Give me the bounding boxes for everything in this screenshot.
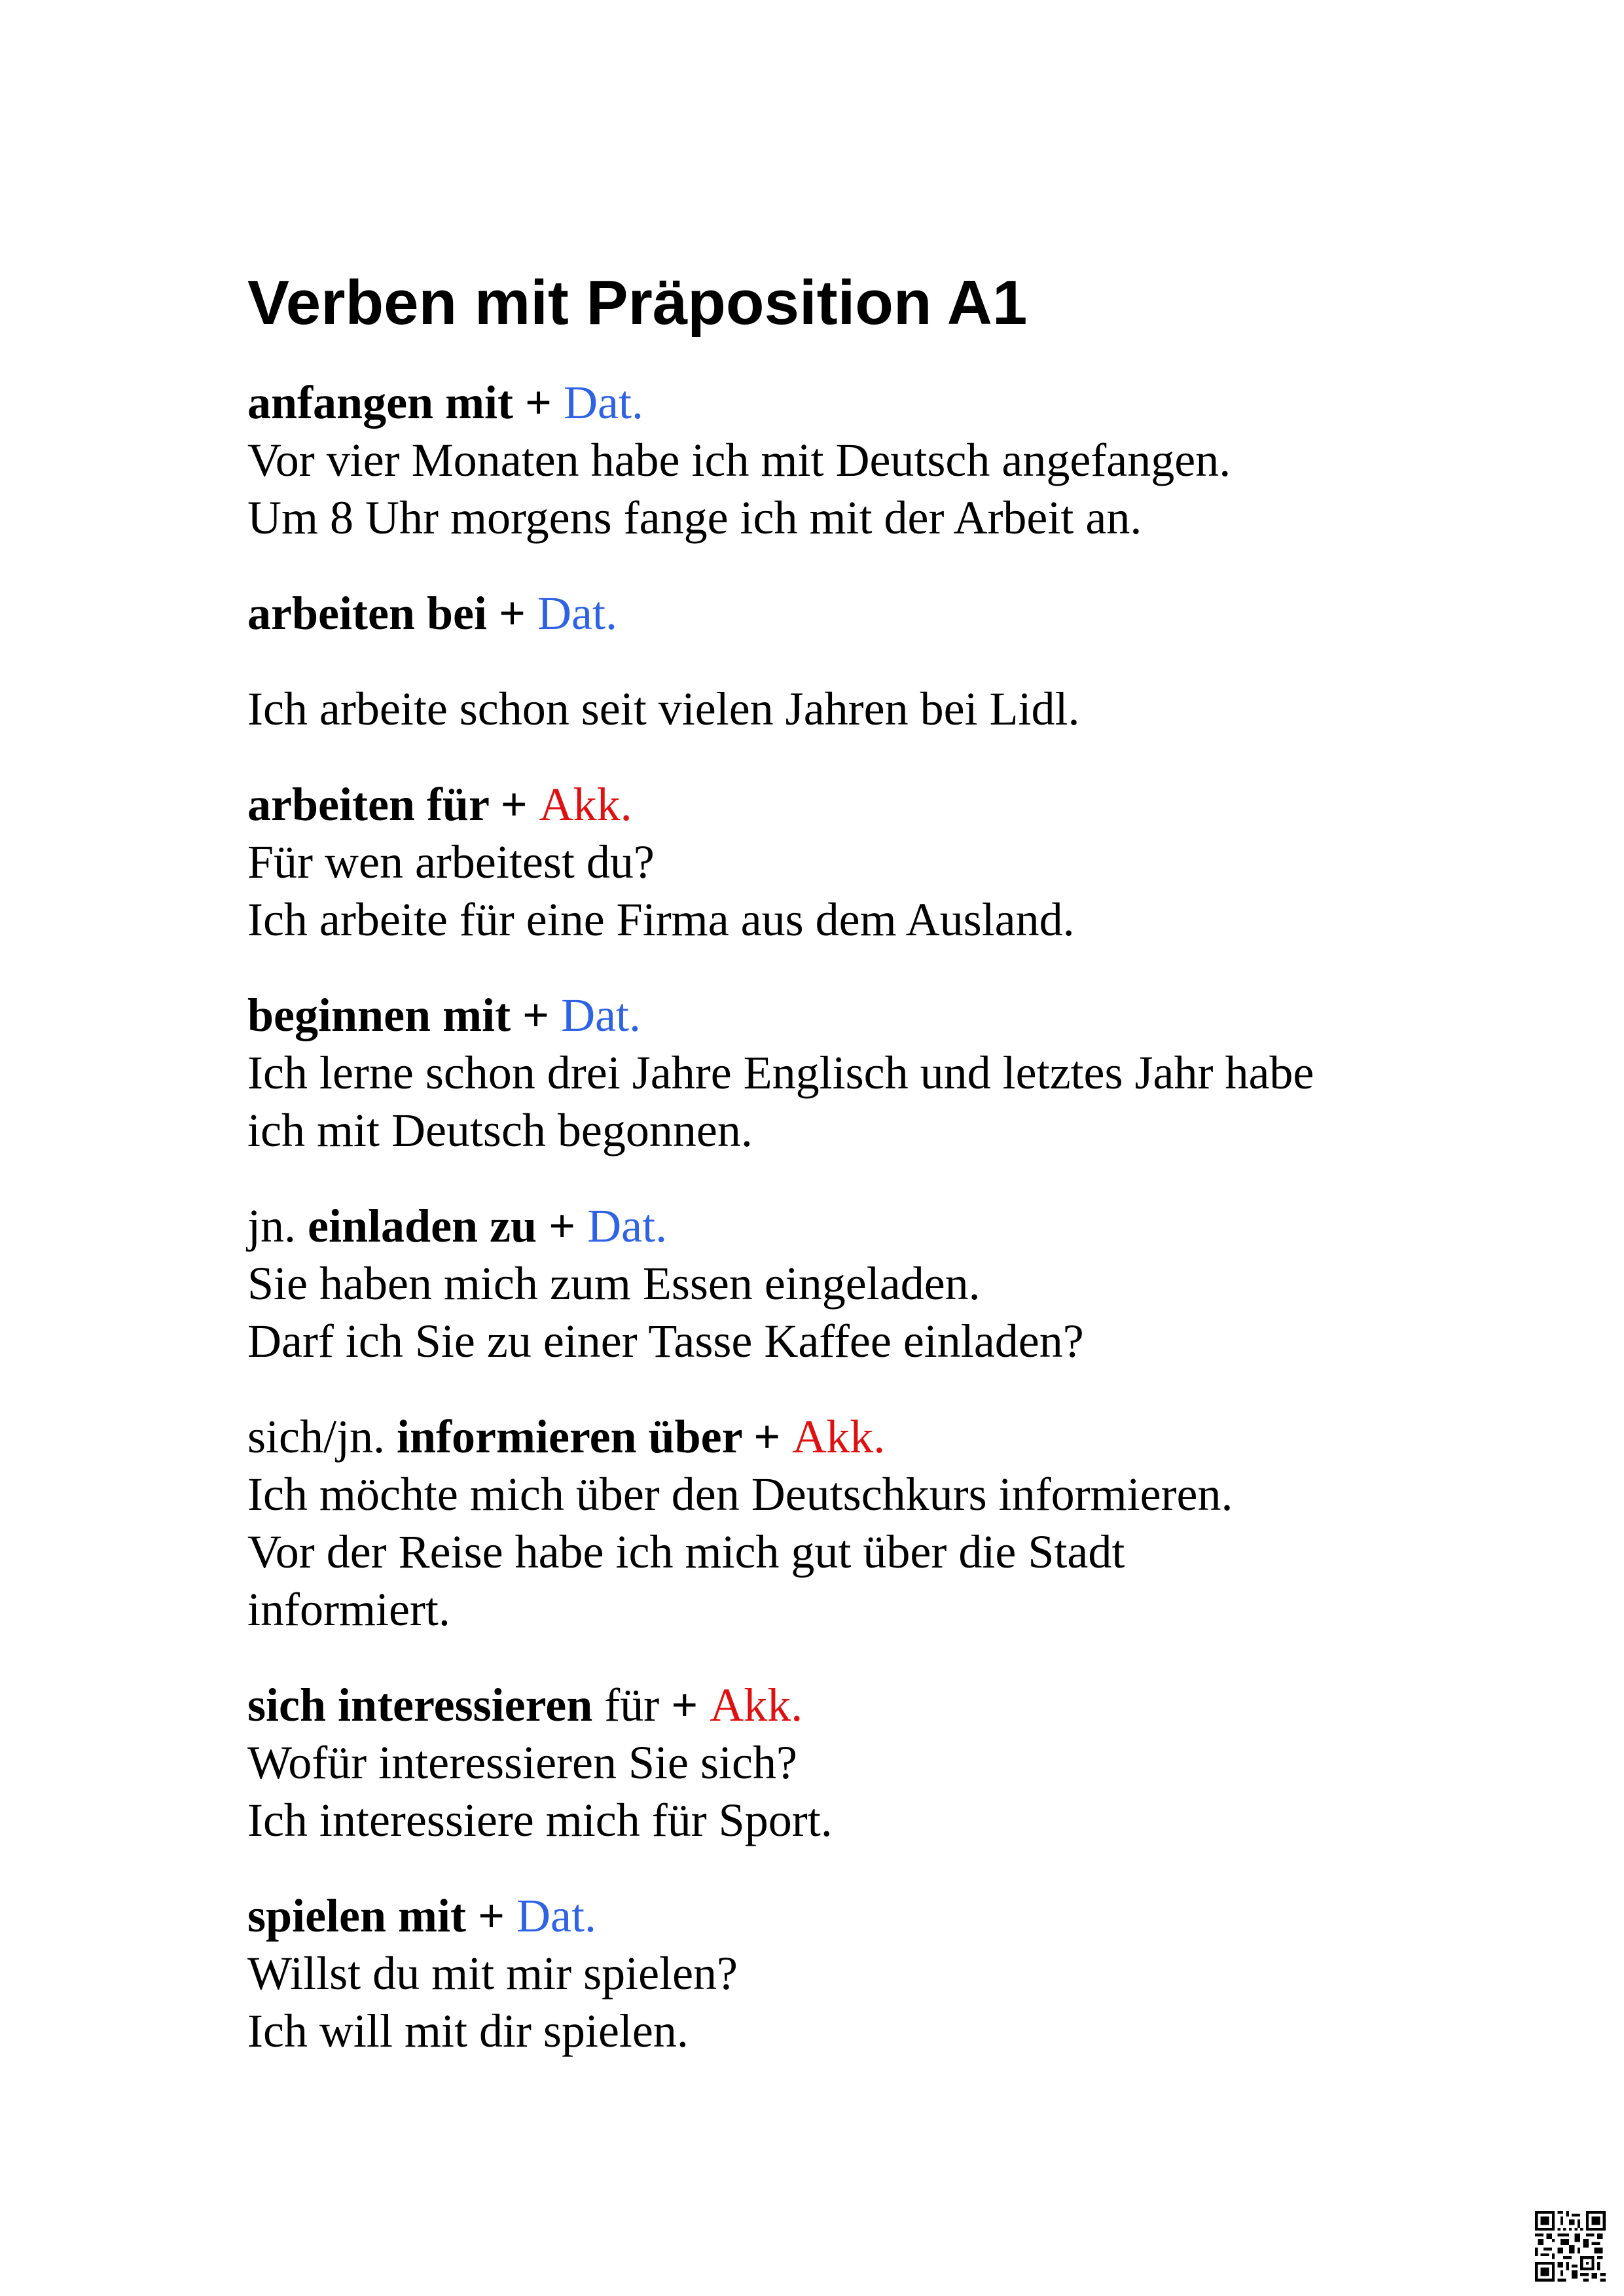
example-sentence: Wofür interessieren Sie sich? (247, 1736, 797, 1789)
case-label: Dat. (516, 1889, 596, 1942)
verb-phrase: beginnen mit (247, 988, 511, 1041)
verb-heading (247, 1408, 1426, 1465)
example-sentence: Willst du mit mir spielen? (247, 1946, 738, 2000)
plus-sign: + (511, 988, 562, 1041)
example-sentence: Ich arbeite für eine Firma aus dem Ausland. (247, 893, 1075, 946)
case-label: Akk. (792, 1410, 886, 1463)
example-sentence: Ich interessiere mich für Sport. (247, 1793, 833, 1846)
plus-sign: + (488, 778, 539, 831)
verb-entry (247, 374, 1426, 547)
example-sentence: Ich arbeite schon seit vielen Jahren bei Lidl. (247, 682, 1080, 735)
case-label: Dat. (561, 988, 641, 1041)
case-label: Dat. (537, 586, 617, 639)
plus-sign: + (537, 1199, 588, 1252)
verb-heading (247, 1197, 1426, 1255)
qr-code-icon[interactable] (1535, 2211, 1606, 2282)
verb-heading (247, 776, 1426, 833)
case-label: Akk. (710, 1678, 803, 1731)
verb-heading (247, 584, 1426, 642)
verb-prefix: jn. (247, 1199, 308, 1252)
case-label: Dat. (587, 1199, 668, 1252)
verb-phrase: sich interessieren (247, 1678, 593, 1731)
plus-sign: + (742, 1410, 793, 1463)
verb-middle: für (592, 1678, 660, 1731)
example-sentence: Darf ich Sie zu einer Tasse Kaffee einladen? (247, 1314, 1084, 1367)
verb-phrase: einladen zu (308, 1199, 537, 1252)
verb-entry (247, 1676, 1426, 1849)
example-sentence: Ich will mit dir spielen. (247, 2004, 689, 2057)
verb-entry (247, 1197, 1426, 1370)
document-page (247, 268, 1426, 2098)
example-sentence: Ich möchte mich über den Deutschkurs informieren. (247, 1467, 1233, 1520)
example-sentence: Um 8 Uhr morgens fange ich mit der Arbeit an. (247, 491, 1142, 544)
example-sentence: Vor vier Monaten habe ich mit Deutsch angefangen. (247, 433, 1231, 486)
spacer (247, 642, 1426, 680)
plus-sign: + (513, 376, 564, 429)
example-sentence: Vor der Reise habe ich mich gut über die Stadt (247, 1525, 1125, 1578)
verb-phrase: informieren über (397, 1410, 742, 1463)
verb-phrase: arbeiten für (247, 778, 489, 831)
verb-heading (247, 986, 1426, 1044)
plus-sign: + (465, 1889, 517, 1942)
case-label: Dat. (564, 376, 644, 429)
example-sentence: Sie haben mich zum Essen eingeladen. (247, 1257, 981, 1310)
plus-sign: + (659, 1678, 710, 1731)
verb-phrase: anfangen mit (247, 376, 514, 429)
case-label: Akk. (539, 778, 632, 831)
verb-prefix: sich/jn. (247, 1410, 397, 1463)
verb-heading (247, 1676, 1426, 1734)
page-title: Verben mit Präposition A1 (247, 268, 1028, 338)
plus-sign: + (486, 586, 537, 639)
verb-entry (247, 776, 1426, 948)
verb-heading (247, 1887, 1426, 1945)
verb-phrase: arbeiten bei (247, 586, 487, 639)
verb-entry (247, 986, 1426, 1159)
example-sentence: informiert. (247, 1583, 450, 1636)
example-sentence: Ich lerne schon drei Jahre Englisch und letztes Jahr habe (247, 1046, 1314, 1099)
verb-heading (247, 374, 1426, 431)
example-sentence: Für wen arbeitest du? (247, 835, 655, 888)
verb-entry (247, 1408, 1426, 1638)
verb-phrase: spielen mit (247, 1889, 466, 1942)
verb-entry (247, 584, 1426, 738)
verb-entry (247, 1887, 1426, 2060)
example-sentence: ich mit Deutsch begonnen. (247, 1103, 753, 1157)
